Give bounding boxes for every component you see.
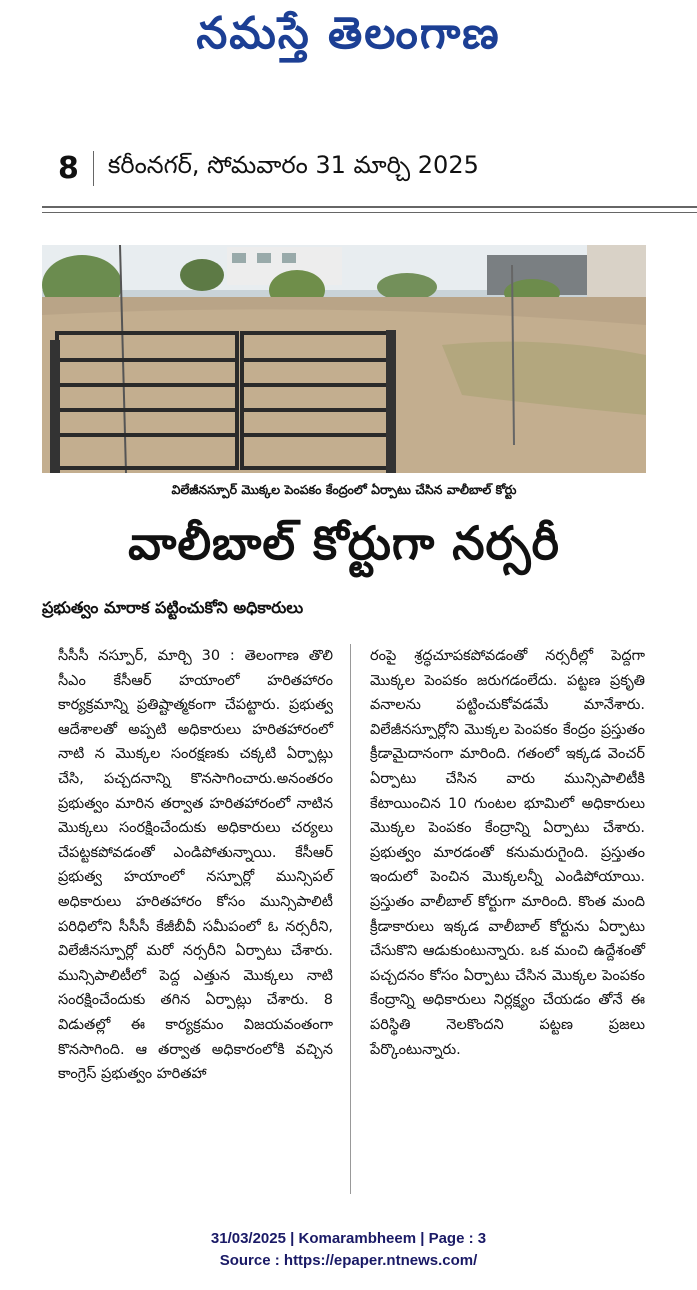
headline: వాలీబాల్ కోర్టుగా నర్సరీ (128, 516, 560, 570)
page-number: 8 (58, 151, 94, 186)
photo-caption: విలేజీనస్పూర్ మొక్కల పెంపకం కేంద్రంలో ఏర్పాటు చేసిన వాలీబాల్ కోర్టు (171, 482, 517, 497)
subheadline: ప్రభుత్వం మారాక పట్టించుకోని అధికారులు (42, 598, 304, 617)
masthead-title: నమస్తే తెలంగాణ (196, 8, 501, 59)
column-divider (350, 644, 351, 1194)
dateline (58, 148, 479, 188)
article-column-left: సీసీసీ నస్పూర్, మార్చి 30 : తెలంగాణ తొలి సీఎం కేసీఆర్ హయాంలో హరితహారం కార్యక్రమాన్ని ప్రతిష్టాత్మకంగా చేపట్టారు. ప్రభుత్వ ఆదేశాలతో అప్పటి అధికారులు హరితహారంలో నాటి న మొక్కల సంరక్షణకు చక్కటి ఏర్పాట్లు చేసి, పచ్చదనాన్ని కొనసాగించారు.అనంతరం ప్రభుత్వం మారిన తర్వాత హరితహారంలో నాటిన మొక్కలు సంరక్షించేందుకు అధికారులు చర్యలు చేపట్టకపోవడంతో ఎండిపోతున్నాయి. కేసీఆర్ ప్రభుత్వ హయాంలో నస్పూర్లో మున్సిపల్ అధికారులు హరితహారం కోసం మున్సిపాలిటీ పరిధిలోని సీసీసీ కేజీబీవీ సమీపంలో ఓ నర్సరీని, విలేజీనస్పూర్లో మరో నర్సరీని ఏర్పాటు చేశారు. మున్సిపాలిటీలో పెద్ద ఎత్తున మొక్కలు నాటి సంరక్షించేందుకు తగిన ఏర్పాట్లు చేశారు. 8 విడుతల్లో ఈ కార్యక్రమం విజయవంతంగా కొనసాగింది. ఆ తర్వాత అధికారంలోకి వచ్చిన కాంగ్రెస్ ప్రభుత్వం హరితహా (58, 648, 333, 1083)
news-photo (42, 245, 646, 473)
article-column-right: రంపై శ్రద్ధచూపకపోవడంతో నర్సరీల్లో పెద్దగా మొక్కల పెంపకం జరుగడంలేదు. పట్టణ ప్రకృతి వనాలను పట్టించుకోవడమే మానేశారు. విలేజీనస్పూర్లోని మొక్కల పెంపకం కేంద్రం ప్రస్తుతం క్రీడామైదానంగా మారింది. గతంలో ఇక్కడ వెంచర్ ఏర్పాటు చేసిన వారు మున్సిపాలిటీకి కేటాయించిన 10 గుంటల భూమిలో అధికారులు మొక్కల పెంపకం కేంద్రాన్ని ఏర్పాటు చేశారు. ప్రభుత్వం మారడంతో కనుమరుగైంది. ప్రస్తుతం ఇందులో పెంచిన మొక్కలన్నీ ఎండిపోయాయి. ప్రస్తుతం వాలీబాల్ కోర్టుగా మారింది. కొంత మంది క్రీడాకారులు ఇక్కడ వాలీబాల్ కోర్టును ఏర్పాటు చేసుకొని ఆడుకుంటున్నారు. ఒక మంచి ఉద్దేశంతో పచ్చదనం కోసం ఏర్పాటు చేసిన మొక్కల పెంపకం కేంద్రాన్ని అధికారులు నిర్లక్ష్యం చేయడం తోనే ఈ పరిస్థితి నెలకొందని పట్టణ ప్రజలు పేర్కొంటున్నారు. (370, 648, 645, 1058)
footer-edition: 31/03/2025 | Komarambheem | Page : 3 (210, 1230, 487, 1247)
footer-source: Source : https://epaper.ntnews.com/ (219, 1252, 478, 1269)
date-text: కరీంనగర్, సోమవారం 31 మార్చి 2025 (107, 151, 479, 179)
top-divider-thin (42, 212, 697, 213)
top-divider (42, 206, 697, 208)
